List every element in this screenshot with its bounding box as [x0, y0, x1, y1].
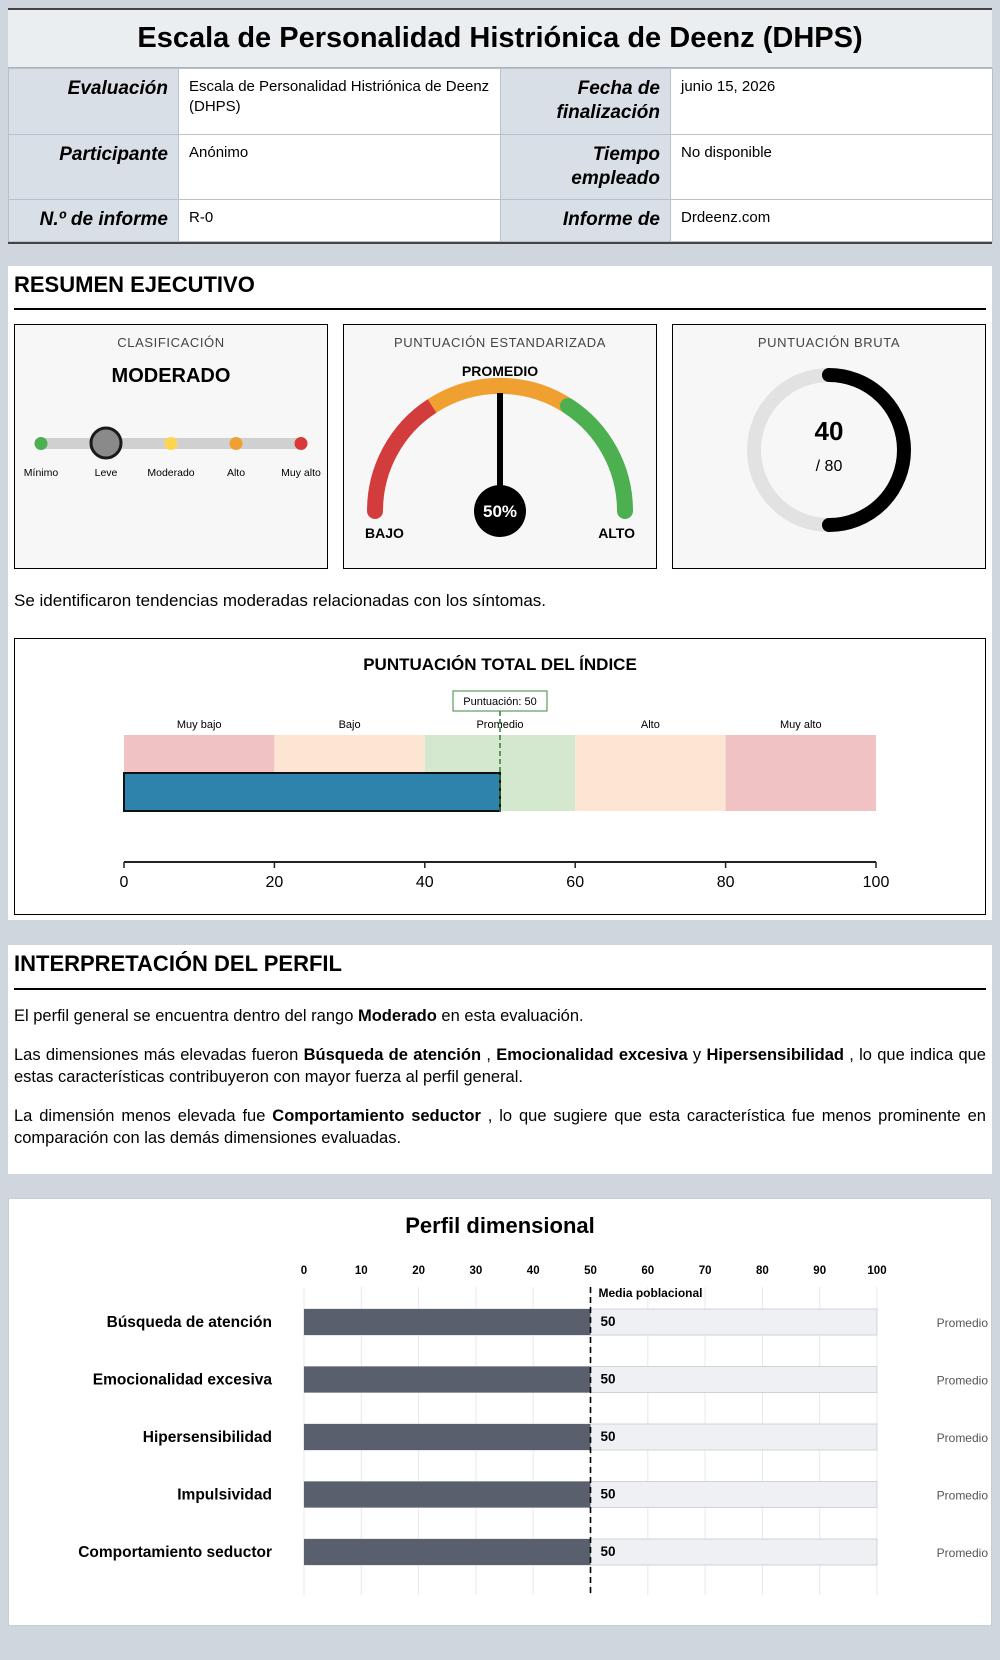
- index-band-label: Muy bajo: [176, 719, 222, 731]
- text: , lo que sugiere que esta característica fue menos prominente en comparación con las demás dimensiones evaluadas.: [14, 1107, 986, 1147]
- info-value-completion-date: junio 15, 2026: [671, 69, 993, 135]
- index-score-label: Puntuación: 50: [463, 696, 537, 708]
- info-label-evaluation: Evaluación: [9, 69, 179, 135]
- info-value-report-number: R-0: [179, 200, 501, 242]
- text: La dimensión menos elevada fue: [14, 1107, 273, 1125]
- info-label-report-number: N.º de informe: [9, 200, 179, 242]
- info-label-participant: Participante: [9, 135, 179, 200]
- dimension-value-label: 50: [600, 1371, 616, 1387]
- index-band-label: Alto: [640, 719, 660, 731]
- dimensional-profile-title: Perfil dimensional: [405, 1213, 595, 1238]
- index-band-label: Promedio: [476, 719, 524, 731]
- interpretation-title: INTERPRETACIÓN DEL PERFIL: [14, 951, 342, 976]
- x-tick-label: 70: [698, 1265, 712, 1277]
- interpretation-section: [8, 945, 992, 1174]
- dimension-value-label: 50: [600, 1314, 616, 1329]
- report-info-table: [8, 68, 993, 242]
- summary-text: Se identificaron tendencias moderadas relacionadas con los síntomas.: [14, 591, 547, 610]
- standardized-score-title: PUNTUACIÓN ESTANDARIZADA: [393, 335, 607, 350]
- dimension-bar: [304, 1539, 591, 1565]
- range-highlight: Moderado: [357, 1007, 437, 1025]
- gauge-label: PROMEDIO: [461, 363, 539, 379]
- interpretation-paragraph-1: [14, 1005, 986, 1027]
- index-chart-title: PUNTUACIÓN TOTAL DEL ÍNDICE: [363, 655, 637, 674]
- raw-score-title: PUNTUACIÓN BRUTA: [757, 335, 901, 350]
- section-divider: [14, 308, 986, 310]
- dimension-status-label: Promedio: [936, 1373, 988, 1388]
- dimensional-profile-card: [8, 1198, 992, 1626]
- gauge-value: 50%: [482, 502, 518, 521]
- index-axis-tick-label: 40: [415, 874, 434, 891]
- info-row: [9, 69, 993, 135]
- x-tick-label: 90: [813, 1265, 827, 1277]
- gauge-high-label: ALTO: [598, 525, 635, 541]
- interpretation-paragraph-2: [14, 1044, 986, 1088]
- x-tick-label: 40: [526, 1265, 540, 1277]
- info-label-time-spent: Tiempo empleado: [501, 135, 671, 200]
- index-band-label: Bajo: [338, 719, 361, 731]
- classification-title: CLASIFICACIÓN: [117, 335, 225, 350]
- raw-score-card: [672, 324, 986, 569]
- dimension-highlight: Emocionalidad excesiva: [496, 1046, 688, 1064]
- text: , lo que indica que estas características contribuyeron con mayor fuerza al perfil general.: [14, 1046, 986, 1086]
- dimension-value-label: 50: [600, 1544, 616, 1559]
- text: en esta evaluación.: [436, 1007, 584, 1025]
- dimension-label: Búsqueda de atención: [106, 1314, 272, 1331]
- dimension-status-label: Promedio: [936, 1488, 988, 1503]
- section-divider: [14, 988, 986, 990]
- scale-dot: [165, 437, 178, 450]
- index-chart: [15, 639, 985, 914]
- raw-score-value: 40: [814, 416, 844, 446]
- dimensional-profile-chart: [9, 1199, 991, 1625]
- index-axis-tick-label: 20: [265, 874, 284, 891]
- dimension-bar: [304, 1482, 591, 1508]
- scale-level-label: Mínimo: [23, 467, 59, 479]
- index-band-label: Muy alto: [780, 719, 822, 731]
- dimension-highlight: Comportamiento seductor: [272, 1107, 481, 1125]
- info-value-evaluation: Escala de Personalidad Histriónica de Deenz (DHPS): [179, 69, 501, 135]
- index-band: [575, 735, 725, 811]
- x-tick-label: 20: [412, 1265, 425, 1277]
- x-tick-label: 100: [867, 1265, 887, 1277]
- info-value-time-spent: No disponible: [671, 135, 993, 200]
- interpretation-paragraph-3: [14, 1105, 986, 1149]
- scale-dot: [230, 437, 243, 450]
- x-tick-label: 0: [300, 1265, 308, 1277]
- dimension-bar: [304, 1424, 591, 1450]
- text: Las dimensiones más elevadas fueron: [14, 1046, 304, 1064]
- dimension-label: Impulsividad: [177, 1486, 272, 1504]
- info-label-report-by: Informe de: [501, 200, 671, 242]
- raw-score-max: / 80: [815, 458, 843, 475]
- classification-value: MODERADO: [111, 365, 231, 387]
- dimension-highlight: Hipersensibilidad: [706, 1046, 844, 1064]
- x-tick-label: 10: [354, 1265, 368, 1277]
- info-row: [9, 135, 993, 200]
- scale-level-label: Alto: [226, 467, 246, 479]
- text: y: [687, 1046, 707, 1064]
- scale-marker: [91, 428, 121, 458]
- standardized-score-card: [343, 324, 657, 569]
- dimension-highlight: Búsqueda de atención: [303, 1046, 482, 1064]
- reference-line-label: Media poblacional: [598, 1286, 703, 1300]
- index-chart-box: [14, 638, 986, 915]
- scale-dot: [295, 437, 308, 450]
- index-axis-tick-label: 60: [566, 874, 585, 891]
- dimension-label: Comportamiento seductor: [78, 1544, 272, 1561]
- dimension-label: Hipersensibilidad: [142, 1429, 272, 1446]
- report-header: [8, 8, 992, 244]
- text: El perfil general se encuentra dentro del rango: [14, 1007, 358, 1025]
- info-value-participant: Anónimo: [179, 135, 501, 200]
- classification-scale: [15, 325, 327, 568]
- x-tick-label: 60: [641, 1265, 655, 1277]
- standardized-gauge: [344, 325, 656, 568]
- scale-dot: [35, 437, 48, 450]
- ring-progress: [829, 375, 904, 525]
- text: ,: [481, 1046, 497, 1064]
- index-axis-tick-label: 80: [716, 874, 735, 891]
- executive-summary-section: [8, 266, 992, 920]
- scale-level-label: Leve: [94, 467, 118, 479]
- dimension-value-label: 50: [600, 1486, 616, 1502]
- scale-level-label: Moderado: [147, 467, 195, 479]
- info-row: [9, 200, 993, 242]
- info-value-report-by: Drdeenz.com: [671, 200, 993, 242]
- gauge-low-label: BAJO: [365, 525, 404, 541]
- info-label-completion-date: Fecha de finalización: [501, 69, 671, 135]
- gauge-low-arc: [375, 406, 432, 511]
- index-axis-tick-label: 100: [862, 874, 890, 891]
- index-score-bar: [124, 773, 500, 811]
- dimension-label: Emocionalidad excesiva: [92, 1371, 272, 1389]
- dimension-status-label: Promedio: [936, 1546, 988, 1560]
- raw-score-ring: [673, 325, 985, 568]
- report-title: Escala de Personalidad Histriónica de Deenz (DHPS): [8, 10, 992, 68]
- dimension-bar: [304, 1367, 591, 1393]
- gauge-high-arc: [568, 406, 625, 511]
- index-band: [726, 735, 876, 811]
- index-axis-tick-label: 0: [119, 874, 129, 891]
- x-tick-label: 30: [469, 1265, 483, 1277]
- x-tick-label: 80: [756, 1265, 769, 1277]
- dimension-value-label: 50: [600, 1429, 616, 1444]
- dimension-status-label: Promedio: [936, 1431, 988, 1445]
- scale-level-label: Muy alto: [281, 467, 321, 479]
- dimension-status-label: Promedio: [936, 1316, 988, 1330]
- classification-card: [14, 324, 328, 569]
- executive-summary-title: RESUMEN EJECUTIVO: [14, 272, 255, 297]
- dimension-bar: [304, 1309, 591, 1335]
- x-tick-label: 50: [584, 1265, 597, 1277]
